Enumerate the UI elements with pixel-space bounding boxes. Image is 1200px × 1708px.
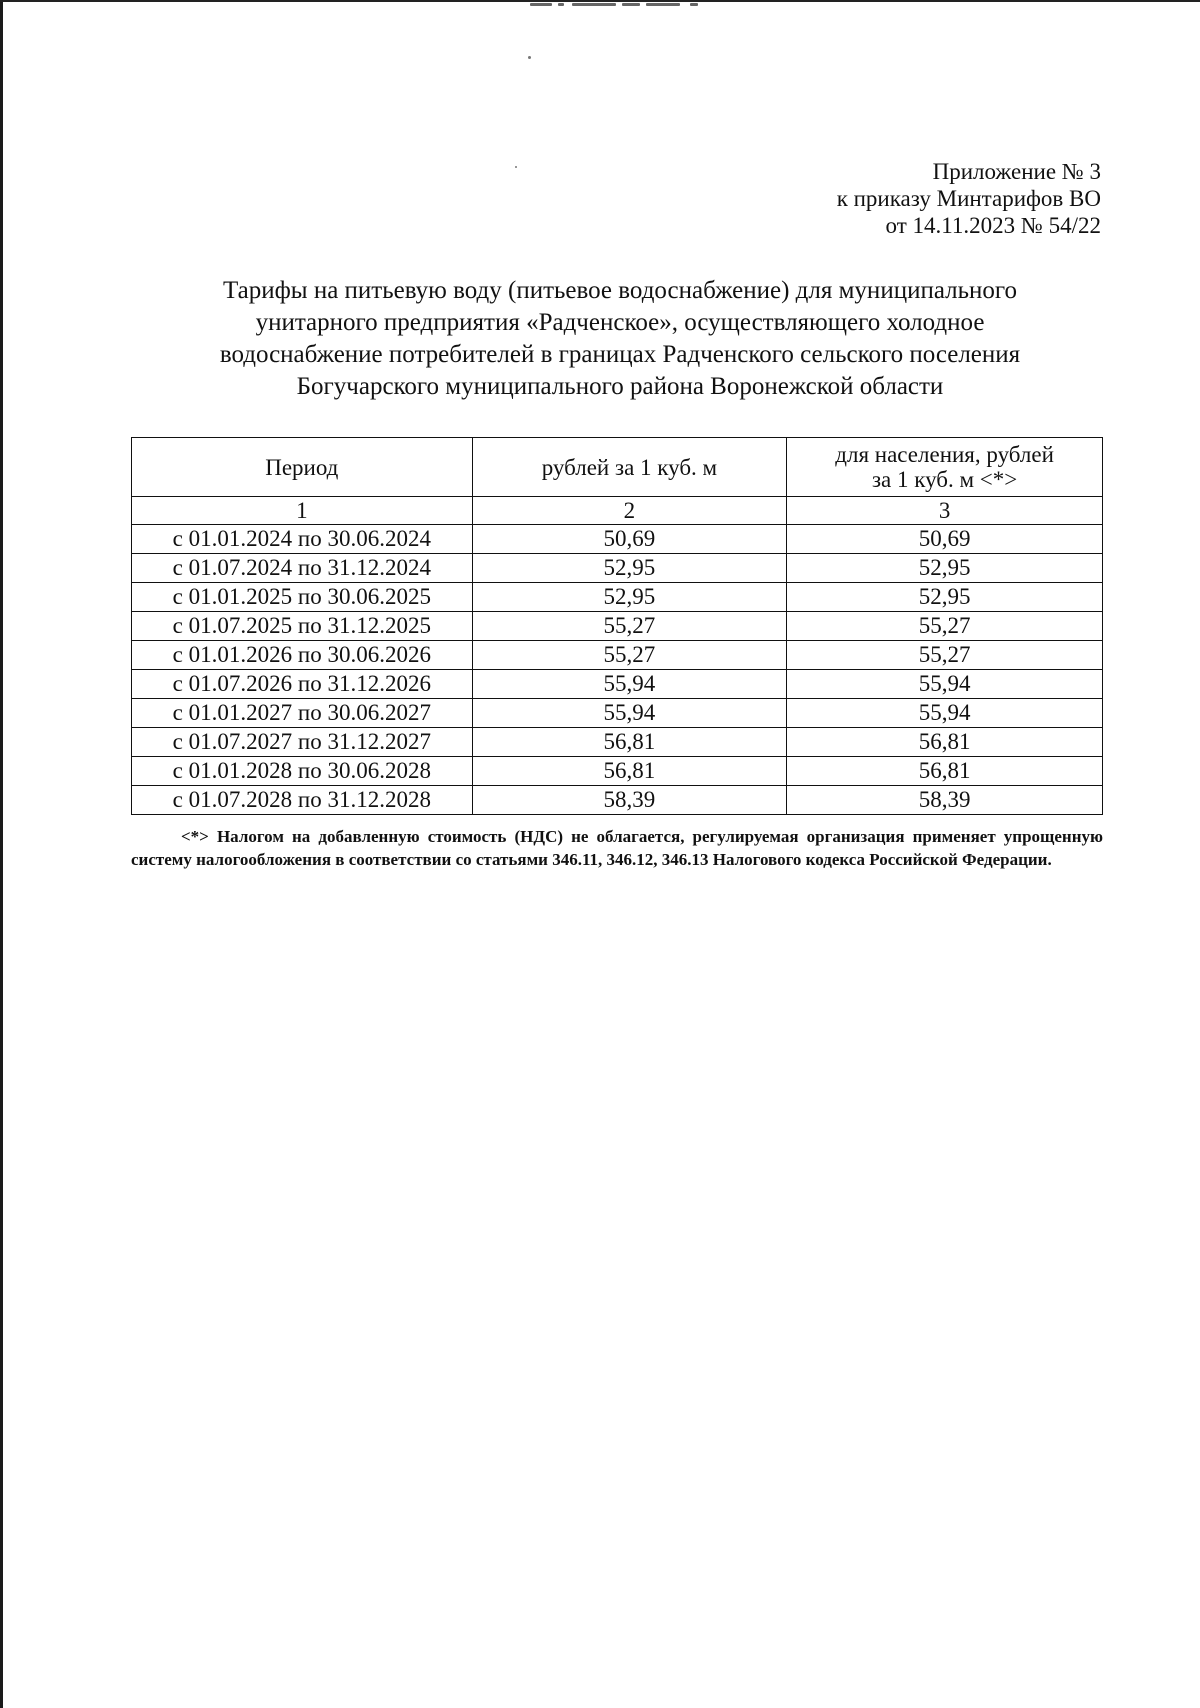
- period-cell: с 01.07.2027 по 31.12.2027: [132, 728, 473, 757]
- population-cell: 52,95: [787, 554, 1103, 583]
- title-line: водоснабжение потребителей в границах Радченского сельского поселения: [219, 341, 1021, 368]
- table-row: [132, 641, 1103, 670]
- appendix-date: от 14.11.2023 № 54/22: [885, 213, 1101, 238]
- table-row: [132, 525, 1103, 554]
- tariff-table: [131, 437, 1103, 815]
- population-cell: 56,81: [787, 757, 1103, 786]
- rub-cell: 56,81: [472, 757, 787, 786]
- population-cell: 50,69: [787, 525, 1103, 554]
- scan-artifact: [500, 0, 710, 14]
- rub-cell: 56,81: [472, 728, 787, 757]
- vat-footnote: <*> Налогом на добавленную стоимость (НДС) не облагается, регулируемая организация применяет упрощенную систему налогообложения в соответствии со статьями 346.11, 346.12, 346.13 Налогового кодекса Российской Федерации.: [131, 827, 1103, 869]
- rub-cell: 55,94: [472, 670, 787, 699]
- period-cell: с 01.07.2024 по 31.12.2024: [132, 554, 473, 583]
- scan-border-left: [0, 0, 3, 1708]
- period-cell: с 01.01.2028 по 30.06.2028: [132, 757, 473, 786]
- rub-cell: 50,69: [472, 525, 787, 554]
- period-cell: с 01.01.2027 по 30.06.2027: [132, 699, 473, 728]
- period-cell: с 01.01.2024 по 30.06.2024: [132, 525, 473, 554]
- header-population: [787, 438, 1103, 497]
- period-cell: с 01.01.2026 по 30.06.2026: [132, 641, 473, 670]
- population-cell: 55,27: [787, 612, 1103, 641]
- title-line: Богучарского муниципального района Воронежской области: [296, 373, 944, 400]
- table-row: [132, 670, 1103, 699]
- scan-speck: [515, 166, 517, 168]
- population-cell: 56,81: [787, 728, 1103, 757]
- title-line: Тарифы на питьевую воду (питьевое водоснабжение) для муниципального: [222, 277, 1018, 304]
- table-row: [132, 786, 1103, 815]
- appendix-reference: [837, 158, 1101, 239]
- rub-cell: 58,39: [472, 786, 787, 815]
- appendix-order: к приказу Минтарифов ВО: [836, 186, 1101, 211]
- table-row: [132, 583, 1103, 612]
- table-row: [132, 554, 1103, 583]
- column-number: 1: [132, 497, 473, 525]
- header-population-line: за 1 куб. м <*>: [871, 467, 1018, 492]
- population-cell: 55,94: [787, 699, 1103, 728]
- rub-cell: 55,94: [472, 699, 787, 728]
- column-number: 2: [472, 497, 787, 525]
- title-line: унитарного предприятия «Радченское», осуществляющего холодное: [255, 309, 985, 336]
- header-period: Период: [132, 438, 473, 497]
- population-cell: 58,39: [787, 786, 1103, 815]
- header-rub: рублей за 1 куб. м: [472, 438, 787, 497]
- column-number: 3: [787, 497, 1103, 525]
- appendix-number: Приложение № 3: [932, 159, 1101, 184]
- population-cell: 55,27: [787, 641, 1103, 670]
- rub-cell: 55,27: [472, 612, 787, 641]
- rub-cell: 55,27: [472, 641, 787, 670]
- table-row: [132, 699, 1103, 728]
- population-cell: 52,95: [787, 583, 1103, 612]
- header-population-line: для населения, рублей: [835, 442, 1054, 467]
- population-cell: 55,94: [787, 670, 1103, 699]
- period-cell: с 01.07.2028 по 31.12.2028: [132, 786, 473, 815]
- period-cell: с 01.01.2025 по 30.06.2025: [132, 583, 473, 612]
- table-row: [132, 612, 1103, 641]
- table-row: [132, 757, 1103, 786]
- rub-cell: 52,95: [472, 554, 787, 583]
- document-title: [130, 275, 1110, 403]
- period-cell: с 01.07.2026 по 31.12.2026: [132, 670, 473, 699]
- period-cell: с 01.07.2025 по 31.12.2025: [132, 612, 473, 641]
- table-header-row: [132, 438, 1103, 497]
- scan-speck: [528, 56, 531, 59]
- column-numbers-row: [132, 497, 1103, 525]
- rub-cell: 52,95: [472, 583, 787, 612]
- table-row: [132, 728, 1103, 757]
